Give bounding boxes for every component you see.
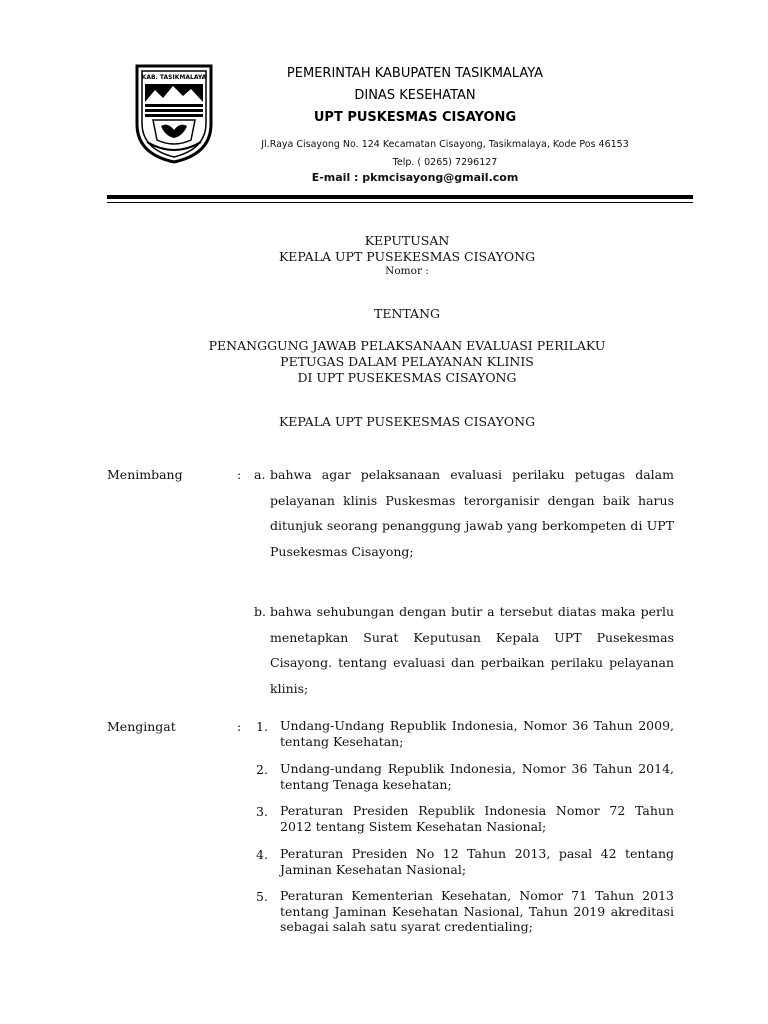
considering-label: Menimbang [107,467,183,482]
decree-issuer: KEPALA UPT PUSEKESMAS CISAYONG [278,249,536,264]
decree-number: Nomor : [385,265,429,277]
letterhead-divider [107,195,693,199]
reference-item-mark: 3. [256,804,268,819]
decree-subject-line: DI UPT PUSEKESMAS CISAYONG [297,370,517,385]
considering-item-mark: a. [254,467,266,482]
considering-item-mark: b. [254,604,266,619]
government-name: PEMERINTAH KABUPATEN TASIKMALAYA [286,66,544,81]
reference-item-text: Peraturan Presiden No 12 Tahun 2013, pasal 42 tentang Jaminan Kesehatan Nasional; [280,846,674,877]
considering-item-text: bahwa sehubungan dengan butir a tersebut diatas maka perlu menetapkan Surat Keputusan Kepala UPT Pusekesmas Cisayong. tentang evaluasi dan perbaikan perilaku pelayanan klinis; [270,604,674,696]
decree-subject-line: PETUGAS DALAM PELAYANAN KLINIS [280,354,534,369]
decree-subject-line: PENANGGUNG JAWAB PELAKSANAAN EVALUASI PERILAKU [208,338,606,353]
unit-name: UPT PUSKESMAS CISAYONG [313,110,517,125]
considering-item-text: bahwa agar pelaksanaan evaluasi perilaku petugas dalam pelayanan klinis Puskesmas terorganisir dengan baik harus ditunjuk seorang penanggung jawab yang berkompeten di UPT Pusekesmas Cisayong; [270,467,674,559]
email-line: E-mail : pkmcisayong@gmail.com [311,171,519,184]
regency-emblem-logo [133,62,215,164]
letterhead-divider-thin [107,202,693,203]
reference-item-mark: 5. [256,889,268,904]
reference-item-mark: 4. [256,847,268,862]
decree-about: TENTANG [373,306,440,321]
decree-authority: KEPALA UPT PUSEKESMAS CISAYONG [278,414,536,429]
reference-item-mark: 1. [256,719,268,734]
reference-item-mark: 2. [256,762,268,777]
phone-line: Telp. ( 0265) 7296127 [392,157,498,168]
considering-colon: : [237,467,242,482]
decree-heading: KEPUTUSAN [364,233,450,248]
department-name: DINAS KESEHATAN [354,88,476,103]
recalling-label: Mengingat [107,719,176,734]
letterhead [230,64,600,128]
recalling-colon: : [237,719,242,734]
reference-item-text: Undang-Undang Republik Indonesia, Nomor 36 Tahun 2009, tentang Kesehatan; [280,718,674,749]
reference-item-text: Peraturan Presiden Republik Indonesia Nomor 72 Tahun 2012 tentang Sistem Kesehatan Nasional; [280,803,674,834]
logo-text: KAB. TASIKMALAYA [141,74,207,81]
letterhead-contact [230,136,660,172]
reference-item-text: Peraturan Kementerian Kesehatan, Nomor 71 Tahun 2013 tentang Jaminan Kesehatan Nasional, Tahun 2019 akreditasi sebagai salah satu syarat credentialing; [280,888,674,934]
reference-item-text: Undang-undang Republik Indonesia, Nomor 36 Tahun 2014, tentang Tenaga kesehatan; [280,761,674,792]
address-line: Jl.Raya Cisayong No. 124 Kecamatan Cisayong, Tasikmalaya, Kode Pos 46153 [261,139,629,150]
